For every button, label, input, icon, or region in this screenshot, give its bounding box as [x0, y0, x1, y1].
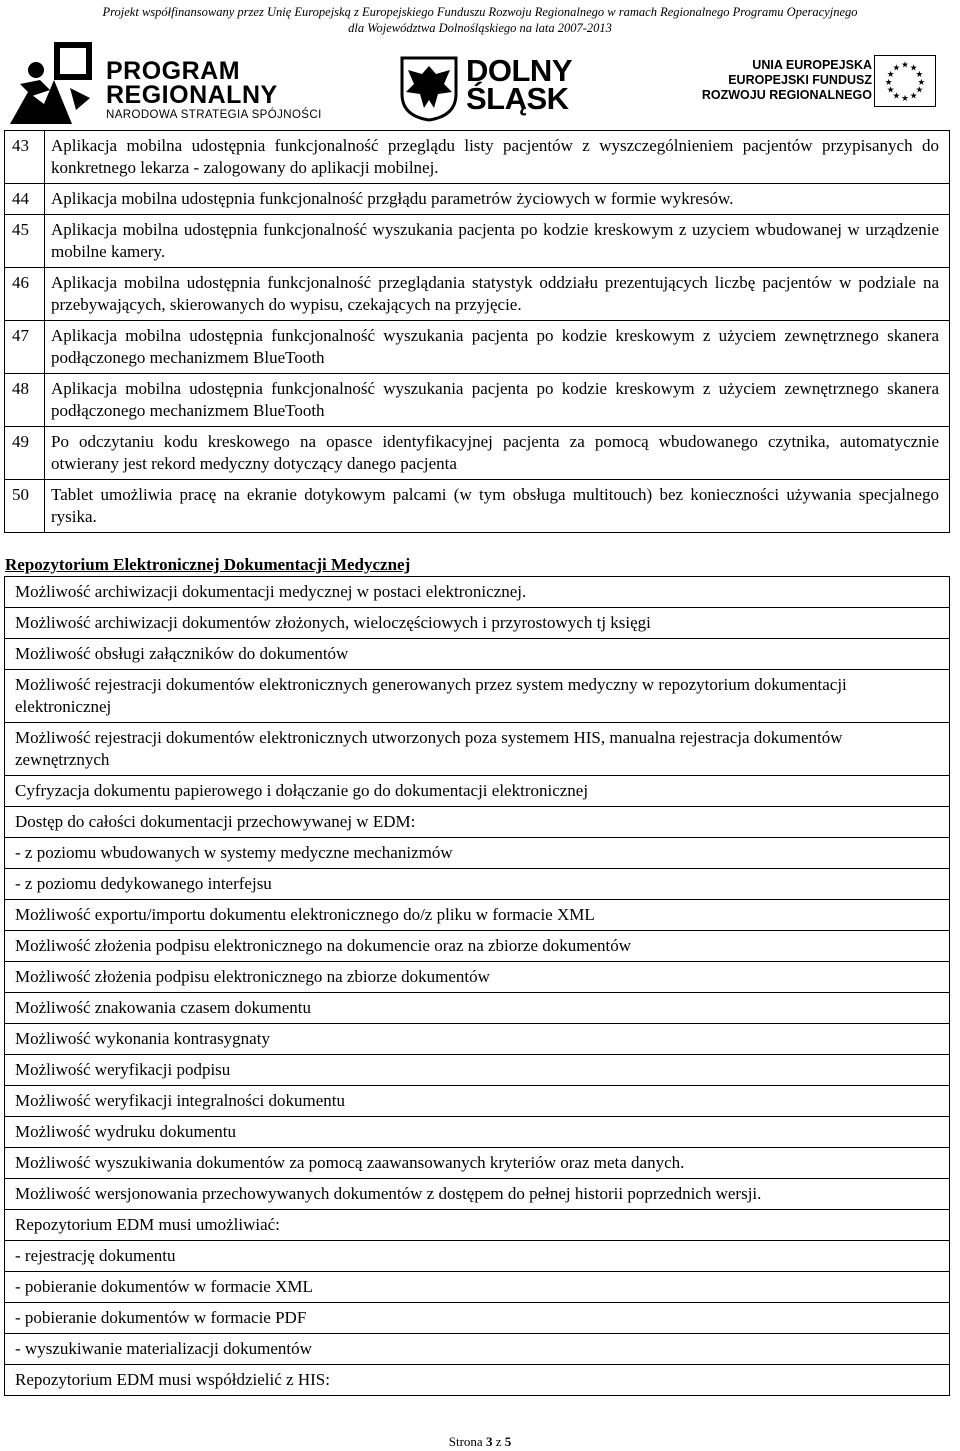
- edm-item: Repozytorium EDM musi umożliwiać:: [5, 1210, 950, 1241]
- dolny-slask-logo: [398, 54, 598, 124]
- regionalny-word: REGIONALNY: [106, 81, 278, 109]
- edm-item: Możliwość złożenia podpisu elektronicznego na zbiorze dokumentów: [5, 962, 950, 993]
- edm-row: [5, 807, 950, 838]
- requirement-row: [5, 131, 950, 184]
- requirement-row: [5, 374, 950, 427]
- edm-row: [5, 776, 950, 807]
- svg-text:★: ★: [909, 63, 918, 74]
- funding-header: [0, 4, 960, 36]
- edm-item: Możliwość wydruku dokumentu: [5, 1117, 950, 1148]
- edm-row: [5, 723, 950, 776]
- edm-row: [5, 1303, 950, 1334]
- edm-item: - z poziomu wbudowanych w systemy medyczne mechanizmów: [5, 838, 950, 869]
- edm-item: - rejestrację dokumentu: [5, 1241, 950, 1272]
- svg-text:★: ★: [886, 70, 895, 81]
- edm-row: [5, 608, 950, 639]
- edm-row: [5, 577, 950, 608]
- edm-row: [5, 670, 950, 723]
- edm-item: Możliwość archiwizacji dokumentacji medycznej w postaci elektronicznej.: [5, 577, 950, 608]
- svg-text:★: ★: [915, 85, 924, 96]
- edm-row: [5, 639, 950, 670]
- dolny-word: DOLNY: [466, 53, 572, 88]
- edm-row: [5, 838, 950, 869]
- svg-text:★: ★: [917, 77, 926, 88]
- requirement-row: [5, 427, 950, 480]
- footer-total: 5: [504, 1434, 512, 1449]
- ue-line-2: EUROPEJSKI FUNDUSZ: [728, 73, 872, 87]
- requirement-text: Aplikacja mobilna udostępnia funkcjonalność wyszukania pacjenta po kodzie kreskowym z użyciem zewnętrznego skanera podłączonego mechanizmem BlueTooth: [45, 321, 950, 374]
- edm-row: [5, 1272, 950, 1303]
- edm-item: - pobieranie dokumentów w formacie PDF: [5, 1303, 950, 1334]
- requirement-number: 47: [5, 321, 45, 374]
- edm-row: [5, 962, 950, 993]
- requirement-row: [5, 268, 950, 321]
- eu-flag-icon: [874, 55, 936, 107]
- requirement-text: Aplikacja mobilna udostępnia funkcjonalność przgłądu parametrów życiowych w formie wykresów.: [45, 184, 950, 215]
- edm-row: [5, 1179, 950, 1210]
- footer-sep: z: [495, 1434, 502, 1449]
- program-regionalny-symbol-icon: [10, 40, 94, 124]
- svg-text:★: ★: [901, 60, 909, 71]
- requirement-text: Aplikacja mobilna udostępnia funkcjonalność wyszukania pacjenta po kodzie kreskowym z uzyciem wbudowanej w urządzenie mobilne kamery.: [45, 215, 950, 268]
- requirement-row: [5, 215, 950, 268]
- edm-item: - pobieranie dokumentów w formacie XML: [5, 1272, 950, 1303]
- svg-text:★: ★: [901, 94, 909, 105]
- svg-text:★: ★: [915, 70, 924, 81]
- requirement-text: Aplikacja mobilna udostępnia funkcjonalność wyszukania pacjenta po kodzie kreskowym z użyciem zewnętrznego skanera podłączonego mechanizmem BlueTooth: [45, 374, 950, 427]
- requirement-row: [5, 480, 950, 533]
- footer-prefix: Strona: [448, 1434, 483, 1449]
- requirement-row: [5, 321, 950, 374]
- funding-line-2: dla Województwa Dolnośląskiego na lata 2007-2013: [348, 21, 612, 35]
- edm-item: Możliwość rejestracji dokumentów elektronicznych generowanych przez system medyczny w repozytorium dokumentacji elektronicznej: [5, 670, 950, 723]
- edm-row: [5, 1055, 950, 1086]
- requirement-number: 49: [5, 427, 45, 480]
- edm-item: Możliwość exportu/importu dokumentu elektronicznego do/z pliku w formacie XML: [5, 900, 950, 931]
- edm-row: [5, 931, 950, 962]
- svg-text:★: ★: [909, 91, 918, 102]
- edm-item: Możliwość rejestracji dokumentów elektronicznych utworzonych poza systemem HIS, manualna rejestracja dokumentów zewnętrznych: [5, 723, 950, 776]
- eagle-crest-icon: [398, 54, 460, 122]
- strategia-line: NARODOWA STRATEGIA SPÓJNOŚCI: [106, 109, 322, 121]
- edm-item: Możliwość wykonania kontrasygnaty: [5, 1024, 950, 1055]
- edm-item: Możliwość obsługi załączników do dokumentów: [5, 639, 950, 670]
- edm-row: [5, 1210, 950, 1241]
- requirement-text: Tablet umożliwia pracę na ekranie dotykowym palcami (w tym obsługa multitouch) bez konieczności używania specjalnego rysika.: [45, 480, 950, 533]
- svg-text:★: ★: [886, 85, 895, 96]
- edm-item: - z poziomu dedykowanego interfejsu: [5, 869, 950, 900]
- edm-item: - wyszukiwanie materializacji dokumentów: [5, 1334, 950, 1365]
- requirement-text: Aplikacja mobilna udostępnia funkcjonalność przeglądu listy pacjentów z wyszczególnieniem pacjentów przypisanych do konkretnego lekarza - zalogowany do aplikacji mobilnej.: [45, 131, 950, 184]
- requirement-number: 50: [5, 480, 45, 533]
- edm-table: [4, 576, 950, 1396]
- ue-line-1: UNIA EUROPEJSKA: [752, 58, 872, 72]
- edm-item: Możliwość archiwizacji dokumentów złożonych, wieloczęściowych i przyrostowych tj księgi: [5, 608, 950, 639]
- logo-bar: [0, 40, 960, 124]
- page-footer: [0, 1434, 960, 1450]
- program-word: PROGRAM: [106, 57, 241, 85]
- ue-logo: [672, 54, 942, 114]
- slask-word: ŚLĄSK: [466, 81, 569, 116]
- edm-item: Możliwość znakowania czasem dokumentu: [5, 993, 950, 1024]
- edm-item: Cyfryzacja dokumentu papierowego i dołączanie go do dokumentacji elektronicznej: [5, 776, 950, 807]
- edm-row: [5, 1024, 950, 1055]
- edm-row: [5, 1148, 950, 1179]
- requirement-number: 44: [5, 184, 45, 215]
- requirement-text: Po odczytaniu kodu kreskowego na opasce identyfikacyjnej pacjenta za pomocą wbudowanego czytnika, automatycznie otwierany jest rekord medyczny dotyczący danego pacjenta: [45, 427, 950, 480]
- edm-row: [5, 869, 950, 900]
- edm-item: Możliwość złożenia podpisu elektronicznego na dokumencie oraz na zbiorze dokumentów: [5, 931, 950, 962]
- edm-item: Repozytorium EDM musi współdzielić z HIS:: [5, 1365, 950, 1396]
- edm-item: Dostęp do całości dokumentacji przechowywanej w EDM:: [5, 807, 950, 838]
- edm-item: Możliwość weryfikacji integralności dokumentu: [5, 1086, 950, 1117]
- requirements-table: [4, 130, 950, 533]
- requirement-number: 48: [5, 374, 45, 427]
- svg-text:★: ★: [892, 91, 901, 102]
- edm-row: [5, 1086, 950, 1117]
- edm-row: [5, 993, 950, 1024]
- edm-row: [5, 1117, 950, 1148]
- ue-text: [672, 58, 872, 103]
- edm-item: Możliwość wyszukiwania dokumentów za pomocą zaawansowanych kryteriów oraz meta danych.: [5, 1148, 950, 1179]
- edm-item: Możliwość weryfikacji podpisu: [5, 1055, 950, 1086]
- requirement-number: 46: [5, 268, 45, 321]
- svg-text:★: ★: [884, 77, 893, 88]
- edm-row: [5, 1334, 950, 1365]
- requirement-number: 43: [5, 131, 45, 184]
- program-regionalny-logo: [10, 40, 330, 124]
- requirement-number: 45: [5, 215, 45, 268]
- edm-row: [5, 900, 950, 931]
- edm-item: Możliwość wersjonowania przechowywanych dokumentów z dostępem do pełnej historii poprzednich wersji.: [5, 1179, 950, 1210]
- svg-text:★: ★: [892, 63, 901, 74]
- requirement-text: Aplikacja mobilna udostępnia funkcjonalność przeglądania statystyk oddziału prezentujących liczbę pacjentów w podziale na przebywających, skierowanych do wypisu, czekających na przyjęcie.: [45, 268, 950, 321]
- requirement-row: [5, 184, 950, 215]
- footer-page: 3: [485, 1434, 493, 1449]
- section-title: Repozytorium Elektronicznej Dokumentacji Medycznej: [5, 555, 411, 574]
- edm-row: [5, 1365, 950, 1396]
- edm-row: [5, 1241, 950, 1272]
- funding-line-1: Projekt współfinansowany przez Unię Europejską z Europejskiego Funduszu Rozwoju Regionalnego w ramach Regionalnego Programu Operacyjnego: [102, 5, 858, 19]
- ue-line-3: ROZWOJU REGIONALNEGO: [701, 88, 872, 102]
